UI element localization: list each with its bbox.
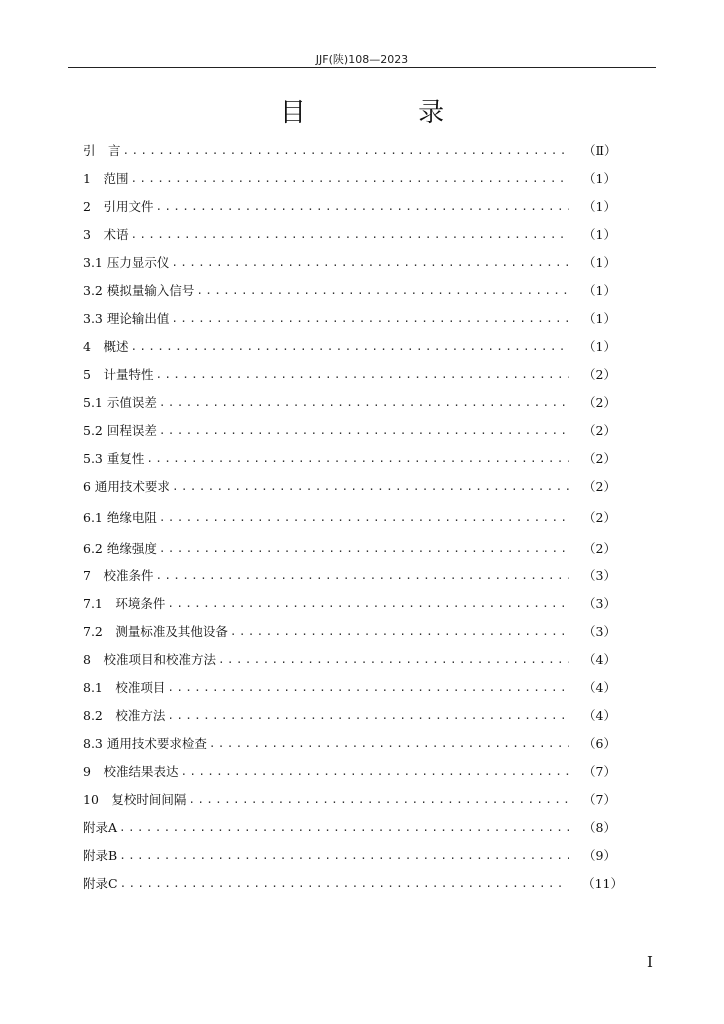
toc-entry-label: 2 引用文件 — [83, 199, 154, 214]
toc-entry-label: 6 通用技术要求 — [83, 479, 170, 494]
toc-entry[interactable] — [83, 817, 623, 837]
toc-entry[interactable] — [83, 761, 623, 781]
toc-entry-label: 3.1 压力显示仪 — [83, 255, 170, 270]
toc-entry[interactable] — [83, 507, 623, 527]
toc-page-number: （1） — [583, 199, 616, 214]
toc-page-number: （1） — [583, 311, 616, 326]
toc-entry-label: 9 校准结果表达 — [83, 764, 179, 779]
toc-entry-label: 7 校准条件 — [83, 568, 154, 583]
toc-entry-label: 附录B — [83, 848, 118, 863]
toc-page-number: （1） — [583, 283, 616, 298]
toc-entry-label: 5.3 重复性 — [83, 451, 145, 466]
toc-page-number: （3） — [583, 568, 616, 583]
toc-entry[interactable] — [83, 538, 623, 558]
toc-page-number: （1） — [583, 339, 616, 354]
toc-entry-label: 5.2 回程误差 — [83, 423, 157, 438]
toc-page-number: （2） — [583, 541, 616, 556]
toc-leader — [196, 284, 569, 297]
toc-page-number: （2） — [583, 395, 616, 410]
toc-leader — [155, 368, 569, 381]
toc-entry[interactable] — [83, 196, 623, 216]
toc-entry[interactable] — [83, 336, 623, 356]
toc-page-number: （4） — [583, 652, 616, 667]
toc-leader — [159, 424, 569, 437]
toc-entry-label: 3.3 理论输出值 — [83, 311, 170, 326]
toc-page-number: （7） — [583, 764, 616, 779]
toc-leader — [123, 144, 569, 157]
toc-page-number: （Ⅱ） — [583, 143, 617, 158]
toc-page-number: （3） — [583, 624, 616, 639]
toc-entry[interactable] — [83, 705, 623, 725]
toc-entry[interactable] — [83, 224, 623, 244]
toc-page-number: （2） — [583, 367, 616, 382]
toc-entry-label: 6.2 绝缘强度 — [83, 541, 157, 556]
toc-entry-label: 5 计量特性 — [83, 367, 154, 382]
toc-entry-label: 10 复校时间间隔 — [83, 792, 187, 807]
toc-page-number: （8） — [583, 820, 616, 835]
toc-entry-label: 5.1 示值误差 — [83, 395, 157, 410]
toc-page-number: （4） — [583, 708, 616, 723]
toc-entry[interactable] — [83, 392, 623, 412]
toc-leader — [171, 312, 569, 325]
toc-leader — [209, 737, 569, 750]
page-title: 目 录 — [279, 98, 497, 128]
toc-page-number: （4） — [583, 680, 616, 695]
toc-entry[interactable] — [83, 677, 623, 697]
toc-entry-label: 8 校准项目和校准方法 — [83, 652, 216, 667]
toc-page-number: （2） — [583, 510, 616, 525]
toc-entry[interactable] — [83, 280, 623, 300]
toc-leader — [167, 681, 569, 694]
toc-page-number: （11） — [582, 876, 623, 891]
toc-entry-label: 1 范围 — [83, 171, 129, 186]
toc-entry-label: 附录C — [83, 876, 118, 891]
toc-entry-label: 3 术语 — [83, 227, 129, 242]
footer-page-number: I — [647, 953, 653, 971]
toc-entry-label: 4 概述 — [83, 339, 129, 354]
toc-leader — [218, 653, 569, 666]
toc-entry-label: 6.1 绝缘电阻 — [83, 510, 157, 525]
toc-page-number: （2） — [583, 451, 616, 466]
toc-entry[interactable] — [83, 252, 623, 272]
toc-page-number: （2） — [583, 479, 616, 494]
toc-leader — [130, 228, 569, 241]
toc-entry-label: 7.2 测量标准及其他设备 — [83, 624, 228, 639]
standard-code: JJF(陕)108—2023 — [315, 53, 409, 66]
toc-leader — [130, 172, 569, 185]
toc-page-number: （9） — [583, 848, 616, 863]
toc-leader — [119, 849, 569, 862]
toc-leader — [155, 569, 569, 582]
toc-entry-label: 8.1 校准项目 — [83, 680, 166, 695]
toc-leader — [155, 200, 569, 213]
toc-leader — [230, 625, 569, 638]
toc-page-number: （7） — [583, 792, 616, 807]
toc-entry-label: 引 言 — [83, 143, 121, 158]
toc-page-number: （1） — [583, 227, 616, 242]
toc-entry-label: 7.1 环境条件 — [83, 596, 166, 611]
toc-leader — [119, 821, 569, 834]
toc-entry[interactable] — [83, 621, 623, 641]
toc-leader — [180, 765, 569, 778]
toc-leader — [167, 709, 569, 722]
toc-entry[interactable] — [83, 789, 623, 809]
toc-leader — [171, 256, 569, 269]
toc-page-number: （2） — [583, 423, 616, 438]
toc-leader — [159, 396, 569, 409]
toc-entry-label: 8.2 校准方法 — [83, 708, 166, 723]
header-rule — [68, 67, 656, 68]
toc-leader — [172, 480, 569, 493]
toc-entry[interactable] — [83, 649, 623, 669]
toc-page-number: （3） — [583, 596, 616, 611]
toc-entry[interactable] — [83, 420, 623, 440]
toc-leader — [188, 793, 569, 806]
toc-leader — [167, 597, 569, 610]
toc-leader — [159, 511, 569, 524]
toc-entry-label: 3.2 模拟量输入信号 — [83, 283, 195, 298]
toc-entry[interactable] — [83, 448, 623, 468]
toc-entry-label: 附录A — [83, 820, 118, 835]
toc-entry[interactable] — [83, 168, 623, 188]
toc-page-number: （1） — [583, 171, 616, 186]
toc-entry[interactable] — [83, 308, 623, 328]
toc-entry[interactable] — [83, 845, 623, 865]
toc-leader — [120, 877, 569, 890]
toc-entry[interactable] — [83, 593, 623, 613]
toc-entry[interactable] — [83, 565, 623, 585]
toc-leader — [130, 340, 569, 353]
toc-page-number: （1） — [583, 255, 616, 270]
toc-page-number: （6） — [583, 736, 616, 751]
toc-leader — [146, 452, 569, 465]
toc-entry[interactable] — [83, 140, 623, 160]
toc-entry[interactable] — [83, 733, 623, 753]
toc-leader — [159, 542, 569, 555]
toc-entry-label: 8.3 通用技术要求检查 — [83, 736, 207, 751]
toc-entry[interactable] — [83, 364, 623, 384]
toc-entry[interactable] — [83, 873, 623, 893]
toc-entry[interactable] — [83, 476, 623, 496]
